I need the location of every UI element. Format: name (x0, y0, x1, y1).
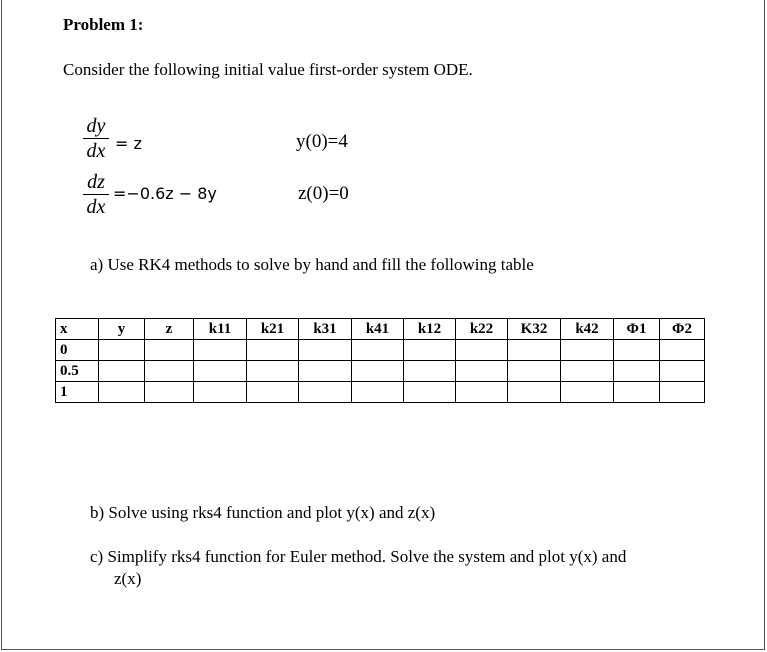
cell-empty[interactable] (299, 340, 352, 361)
cell-x: 0 (56, 340, 99, 361)
cell-empty[interactable] (99, 382, 145, 403)
cell-empty[interactable] (508, 361, 561, 382)
cell-empty[interactable] (194, 361, 247, 382)
cell-empty[interactable] (561, 340, 614, 361)
header-y: y (99, 319, 145, 340)
header-k32: K32 (508, 319, 561, 340)
cell-empty[interactable] (614, 382, 660, 403)
part-c-text-line1: c) Simplify rks4 function for Euler method. Solve the system and plot y(x) and (90, 547, 627, 566)
rk4-table (55, 318, 705, 403)
header-phi1: Φ1 (614, 319, 660, 340)
initial-condition-z: z(0)=0 (298, 183, 349, 204)
part-a-text: a) Use RK4 methods to solve by hand and fill the following table (90, 255, 534, 274)
cell-empty[interactable] (194, 340, 247, 361)
part-c-text-line2: z(x) (114, 569, 142, 588)
cell-empty[interactable] (561, 361, 614, 382)
cell-empty[interactable] (247, 361, 299, 382)
cell-empty[interactable] (299, 361, 352, 382)
cell-empty[interactable] (145, 340, 194, 361)
intro-text: Consider the following initial value first-order system ODE. (63, 60, 473, 79)
cell-empty[interactable] (194, 382, 247, 403)
fraction-bar (83, 194, 109, 195)
equation-2-denominator: dx (86, 196, 106, 218)
problem-title: Problem 1: (63, 15, 144, 34)
cell-empty[interactable] (352, 382, 404, 403)
header-k22: k22 (456, 319, 508, 340)
cell-empty[interactable] (247, 382, 299, 403)
fraction-bar (83, 138, 109, 139)
header-k31: k31 (299, 319, 352, 340)
table-header-row (56, 319, 705, 340)
cell-empty[interactable] (456, 361, 508, 382)
cell-empty[interactable] (145, 382, 194, 403)
cell-empty[interactable] (404, 361, 456, 382)
header-k42: k42 (561, 319, 614, 340)
cell-empty[interactable] (660, 340, 705, 361)
table-row (56, 382, 705, 403)
cell-empty[interactable] (99, 340, 145, 361)
cell-x: 0.5 (56, 361, 99, 382)
cell-empty[interactable] (660, 382, 705, 403)
cell-empty[interactable] (561, 382, 614, 403)
cell-empty[interactable] (99, 361, 145, 382)
cell-empty[interactable] (614, 361, 660, 382)
cell-empty[interactable] (145, 361, 194, 382)
cell-empty[interactable] (660, 361, 705, 382)
header-z: z (145, 319, 194, 340)
header-k21: k21 (247, 319, 299, 340)
equation-1-denominator: dx (86, 140, 106, 162)
header-x: x (56, 319, 99, 340)
header-k11: k11 (194, 319, 247, 340)
equation-2-numerator: dz (87, 171, 105, 193)
cell-empty[interactable] (404, 382, 456, 403)
equation-1-numerator: dy (86, 115, 106, 137)
equation-2-derivative (83, 172, 109, 217)
cell-empty[interactable] (247, 340, 299, 361)
header-k41: k41 (352, 319, 404, 340)
equation-1-rhs: = z (115, 134, 142, 153)
equation-2-rhs: =−0.6z − 8y (113, 184, 217, 203)
equation-1-derivative (83, 116, 109, 161)
part-b-text: b) Solve using rks4 function and plot y(x) and z(x) (90, 503, 436, 522)
header-k12: k12 (404, 319, 456, 340)
header-phi2: Φ2 (660, 319, 705, 340)
cell-empty[interactable] (614, 340, 660, 361)
cell-empty[interactable] (352, 361, 404, 382)
cell-empty[interactable] (508, 382, 561, 403)
cell-x: 1 (56, 382, 99, 403)
cell-empty[interactable] (456, 382, 508, 403)
cell-empty[interactable] (404, 340, 456, 361)
initial-condition-y: y(0)=4 (296, 131, 348, 152)
cell-empty[interactable] (352, 340, 404, 361)
cell-empty[interactable] (299, 382, 352, 403)
cell-empty[interactable] (456, 340, 508, 361)
cell-empty[interactable] (508, 340, 561, 361)
table-row (56, 361, 705, 382)
table-row (56, 340, 705, 361)
